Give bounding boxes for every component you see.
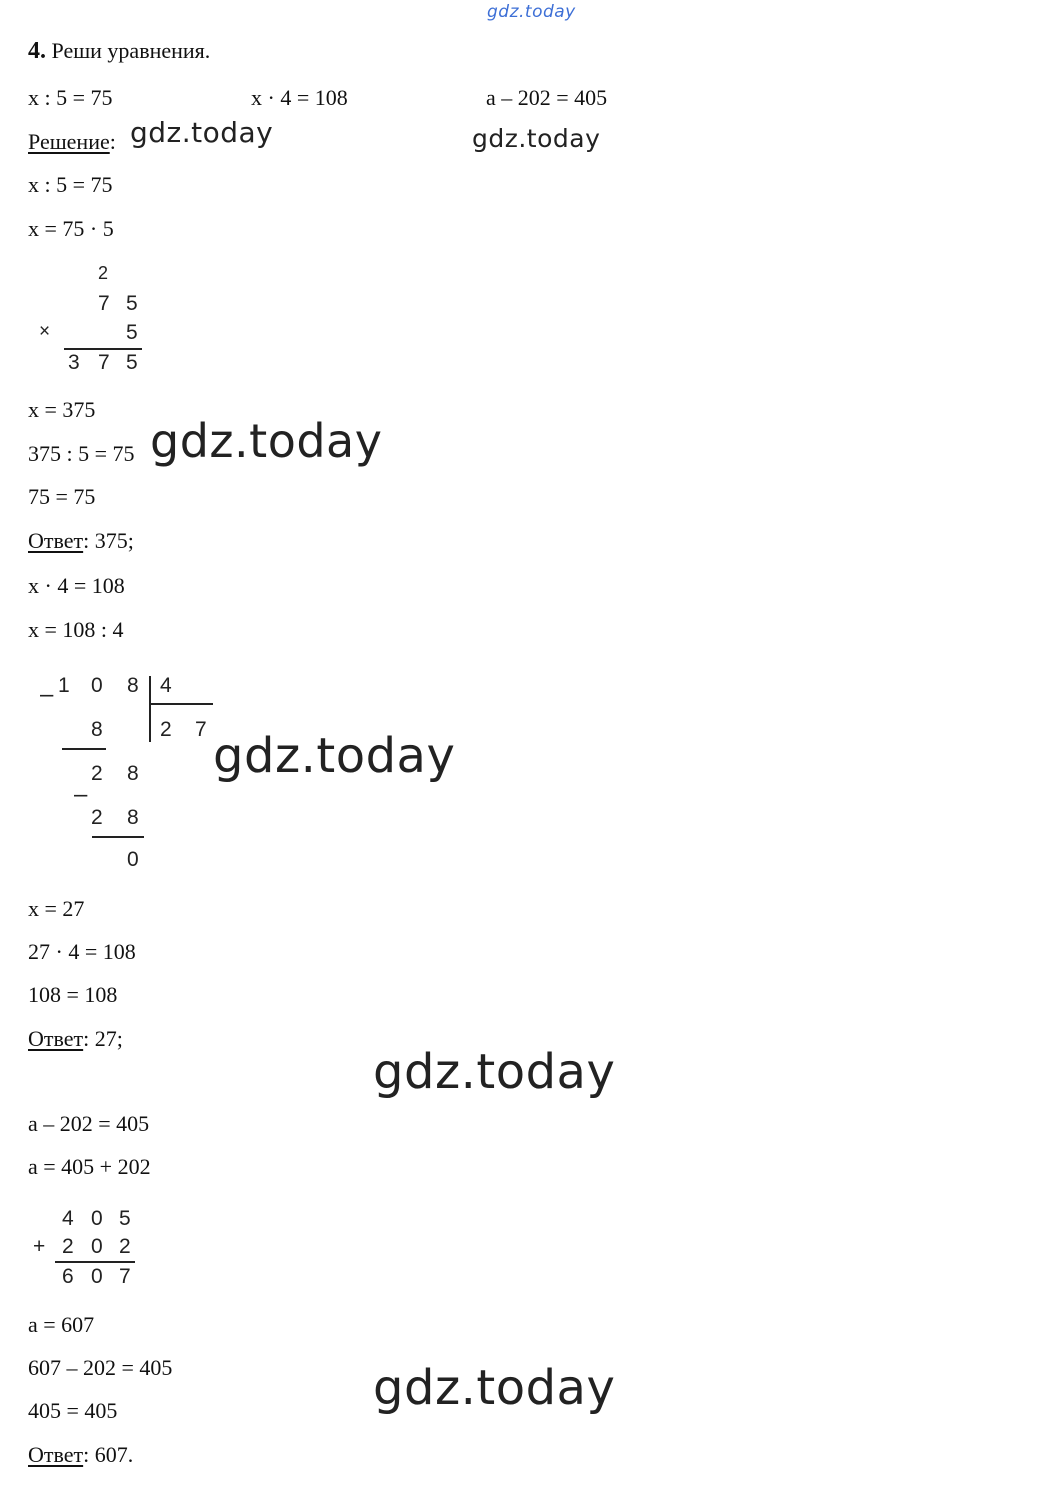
result-line — [64, 348, 142, 350]
part2-equation: x · 4 = 108 — [28, 573, 125, 598]
digit: 7 — [98, 292, 110, 315]
solution-label — [28, 129, 116, 155]
digit: 3 — [68, 351, 80, 374]
minus-sign: – — [40, 681, 54, 708]
part2-result: x = 27 — [28, 896, 85, 921]
part2-verify: 108 = 108 — [28, 982, 118, 1007]
answer-value: : 27; — [83, 1026, 123, 1051]
digit: 4 — [62, 1207, 74, 1230]
answer-label: Ответ — [28, 528, 84, 553]
part2-step: x = 108 : 4 — [28, 617, 124, 642]
part1-verify: 75 = 75 — [28, 484, 96, 509]
watermark: gdz.today — [472, 124, 601, 153]
task-equation-3: a – 202 = 405 — [486, 85, 608, 110]
part3-equation: a – 202 = 405 — [28, 1111, 150, 1136]
task-header — [28, 38, 210, 64]
digit: 5 — [119, 1207, 131, 1230]
digit: 0 — [91, 1235, 103, 1258]
part1-answer — [28, 528, 134, 554]
part1-step: x = 75 · 5 — [28, 216, 114, 241]
digit: 2 — [91, 762, 103, 785]
subtraction-line — [62, 748, 106, 750]
watermark: gdz.today — [150, 414, 383, 468]
task-equation-1: x : 5 = 75 — [28, 85, 113, 110]
answer-value: : 375; — [83, 528, 134, 553]
digit: 8 — [127, 762, 139, 785]
digit: 2 — [91, 806, 103, 829]
task-number: 4. — [28, 38, 46, 64]
digit: 2 — [62, 1235, 74, 1258]
subtraction-line — [92, 836, 144, 838]
quotient-digit: 7 — [195, 718, 207, 741]
part1-equation: x : 5 = 75 — [28, 172, 113, 197]
part3-result: a = 607 — [28, 1312, 95, 1337]
digit: 6 — [62, 1265, 74, 1288]
watermark-top: gdz.today — [487, 2, 576, 22]
digit: 1 — [58, 674, 70, 697]
digit: 0 — [91, 674, 103, 697]
part1-check: 375 : 5 = 75 — [28, 441, 135, 466]
part3-step: a = 405 + 202 — [28, 1154, 151, 1179]
divisor: 4 — [160, 674, 172, 697]
answer-label: Ответ — [28, 1026, 84, 1051]
solution-colon: : — [109, 129, 116, 154]
part3-answer — [28, 1442, 133, 1468]
digit: 7 — [98, 351, 110, 374]
task-equation-2: x · 4 = 108 — [251, 85, 348, 110]
watermark: gdz.today — [373, 1360, 616, 1416]
part3-verify: 405 = 405 — [28, 1398, 118, 1423]
carry-digit: 2 — [98, 263, 109, 283]
remainder: 0 — [127, 848, 139, 871]
task-title: Реши уравнения. — [51, 38, 211, 63]
digit: 0 — [91, 1265, 103, 1288]
solution-label-text: Решение — [28, 129, 110, 154]
digit: 5 — [126, 292, 138, 315]
division-bar-vertical — [149, 676, 151, 742]
answer-label: Ответ — [28, 1442, 84, 1467]
quotient-digit: 2 — [160, 718, 172, 741]
digit: 5 — [126, 321, 138, 344]
digit: 5 — [126, 351, 138, 374]
part1-result: x = 375 — [28, 397, 96, 422]
result-line — [55, 1261, 135, 1263]
watermark: gdz.today — [130, 116, 274, 149]
part2-check: 27 · 4 = 108 — [28, 939, 136, 964]
digit: 2 — [119, 1235, 131, 1258]
digit: 7 — [119, 1265, 131, 1288]
part3-check: 607 – 202 = 405 — [28, 1355, 173, 1380]
multiply-sign: × — [39, 321, 51, 342]
digit: 8 — [127, 806, 139, 829]
plus-sign: + — [33, 1235, 46, 1258]
watermark: gdz.today — [213, 728, 456, 784]
digit: 0 — [91, 1207, 103, 1230]
division-bar-horizontal — [149, 703, 213, 705]
answer-value: : 607. — [83, 1442, 134, 1467]
digit: 8 — [127, 674, 139, 697]
minus-sign: – — [74, 781, 88, 808]
watermark: gdz.today — [373, 1044, 616, 1100]
part2-answer — [28, 1026, 123, 1052]
digit: 8 — [91, 718, 103, 741]
